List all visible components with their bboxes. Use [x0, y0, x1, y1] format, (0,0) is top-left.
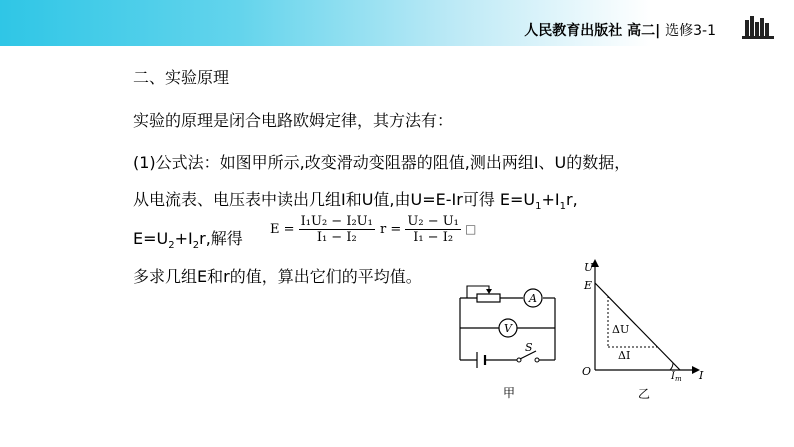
- circuit-diagram: [455, 280, 565, 380]
- books-icon: [741, 14, 775, 40]
- circuit-caption: 甲: [503, 386, 516, 400]
- method-text: (1)公式法：如图甲所示,改变滑动变阻器的阻值,测出两组I、U的数据，: [133, 153, 631, 172]
- subject-label: 选修3-1: [665, 23, 716, 39]
- e-formula: E = $\frac{\text{I₁U₂ − I₂U₁}}{\text{I₁ − I₂}}$: [270, 214, 373, 245]
- grade-label: 高二: [627, 23, 656, 39]
- header-separator: |: [655, 23, 661, 39]
- switch-label: S: [525, 341, 533, 354]
- solve-text: $E=U_2+I_2r$,解得: [133, 229, 243, 252]
- rheostat: [477, 294, 500, 302]
- u-axis-label: U: [584, 261, 594, 274]
- delta-i-label: ΔI: [618, 349, 631, 362]
- ui-graph: [578, 255, 708, 390]
- delta-u-label: ΔU: [612, 323, 630, 336]
- average-text: 多求几组E和r的值，算出它们的平均值。: [133, 267, 422, 286]
- voltmeter-label: V: [504, 322, 512, 335]
- angle-arc: [670, 363, 673, 370]
- section-title: 二、实验原理: [133, 68, 230, 87]
- im-label: $I_m$: [671, 371, 682, 383]
- header-title: [524, 20, 716, 40]
- origin-label: O: [582, 365, 592, 378]
- ammeter-label: A: [529, 292, 537, 305]
- graph-caption: 乙: [638, 387, 651, 401]
- e-intercept-label: E: [584, 279, 593, 292]
- publisher-label: 人民教育出版社: [524, 23, 623, 39]
- r-formula: r = $\frac{\text{U₂ − U₁}}{\text{I₁ − I₂}}$ □: [380, 214, 477, 245]
- principle-text: 实验的原理是闭合电路欧姆定律，其方法有：: [133, 111, 454, 130]
- reading-text: 从电流表、电压表中读出几组I和U值,由U=E-Ir可得 $E=U_1+I_1r$,: [133, 190, 578, 213]
- i-axis-label: I: [699, 369, 704, 382]
